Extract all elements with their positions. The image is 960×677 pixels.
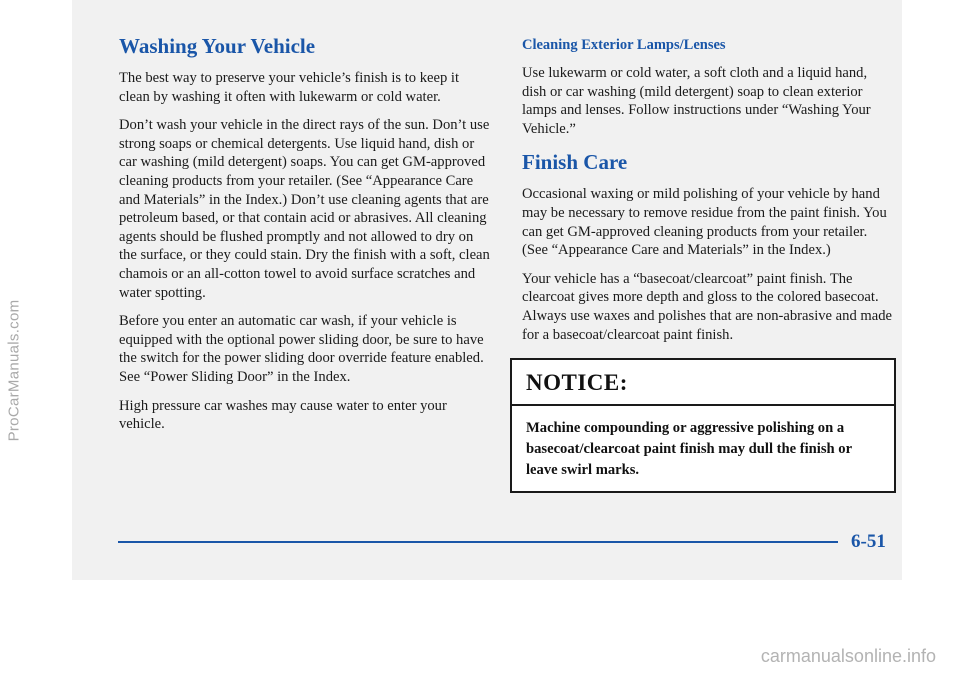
footer-rule [118, 541, 838, 543]
finish-paragraph-1: Occasional waxing or mild polishing of your vehicle by hand may be necessary to remove residue from the paint finish. You can get GM-approved cleaning products from your retailer. (See “Appearance Care and Materials” in the Index.) [522, 186, 887, 259]
right-column [522, 34, 892, 493]
washing-heading: Washing Your Vehicle [119, 34, 316, 58]
notice-title: NOTICE: [512, 364, 894, 406]
finish-care-heading: Finish Care [522, 150, 628, 175]
footer-watermark: carmanualsonline.info [760, 646, 936, 666]
left-column [119, 34, 491, 444]
page-number: 6-51 [851, 531, 886, 552]
side-watermark [2, 120, 26, 620]
side-watermark-text: ProCarManuals.com [5, 299, 23, 441]
washing-paragraph-4: High pressure car washes may cause water to enter your vehicle. [119, 397, 447, 433]
washing-paragraph-2: Don’t wash your vehicle in the direct rays of the sun. Don’t use strong soaps or chemical detergents. Use liquid hand, dish or car washing (mild detergent) soaps. You can get GM-approved cleaning products from your retailer. (See “Appearance Care and Materials” in the Index.) Don’t use cleaning agents that are petroleum based, or that contain acid or abrasives. All cleaning agents should be flushed promptly and not allowed to dry on the surface, or they could stain. Dry the finish with a soft, clean chamois or an all-cotton towel to avoid surface scratches and water spotting. [119, 117, 490, 301]
finish-paragraph-2: Your vehicle has a “basecoat/clearcoat” paint finish. The clearcoat gives more depth and gloss to the colored basecoat. Always use waxes and polishes that are non-abrasive and made for a basecoat/clearcoat paint finish. [522, 270, 892, 343]
washing-paragraph-1: The best way to preserve your vehicle’s finish is to keep it clean by washing it often with lukewarm or cold water. [119, 70, 460, 105]
lamps-subheading: Cleaning Exterior Lamps/Lenses [522, 37, 726, 53]
notice-box [510, 358, 896, 493]
washing-paragraph-3: Before you enter an automatic car wash, if your vehicle is equipped with the optional power sliding door, be sure to have the switch for the power sliding door override feature enabled. See “Power Sliding Door” in the Index. [119, 313, 484, 385]
lamps-paragraph: Use lukewarm or cold water, a soft cloth and a liquid hand, dish or car washing (mild detergent) soap to clean exterior lamps and lenses. Follow instructions under “Washing Your Vehicle.” [522, 65, 871, 137]
notice-text: Machine compounding or aggressive polishing on a basecoat/clearcoat paint finish may dull the finish or leave swirl marks. [526, 420, 852, 479]
